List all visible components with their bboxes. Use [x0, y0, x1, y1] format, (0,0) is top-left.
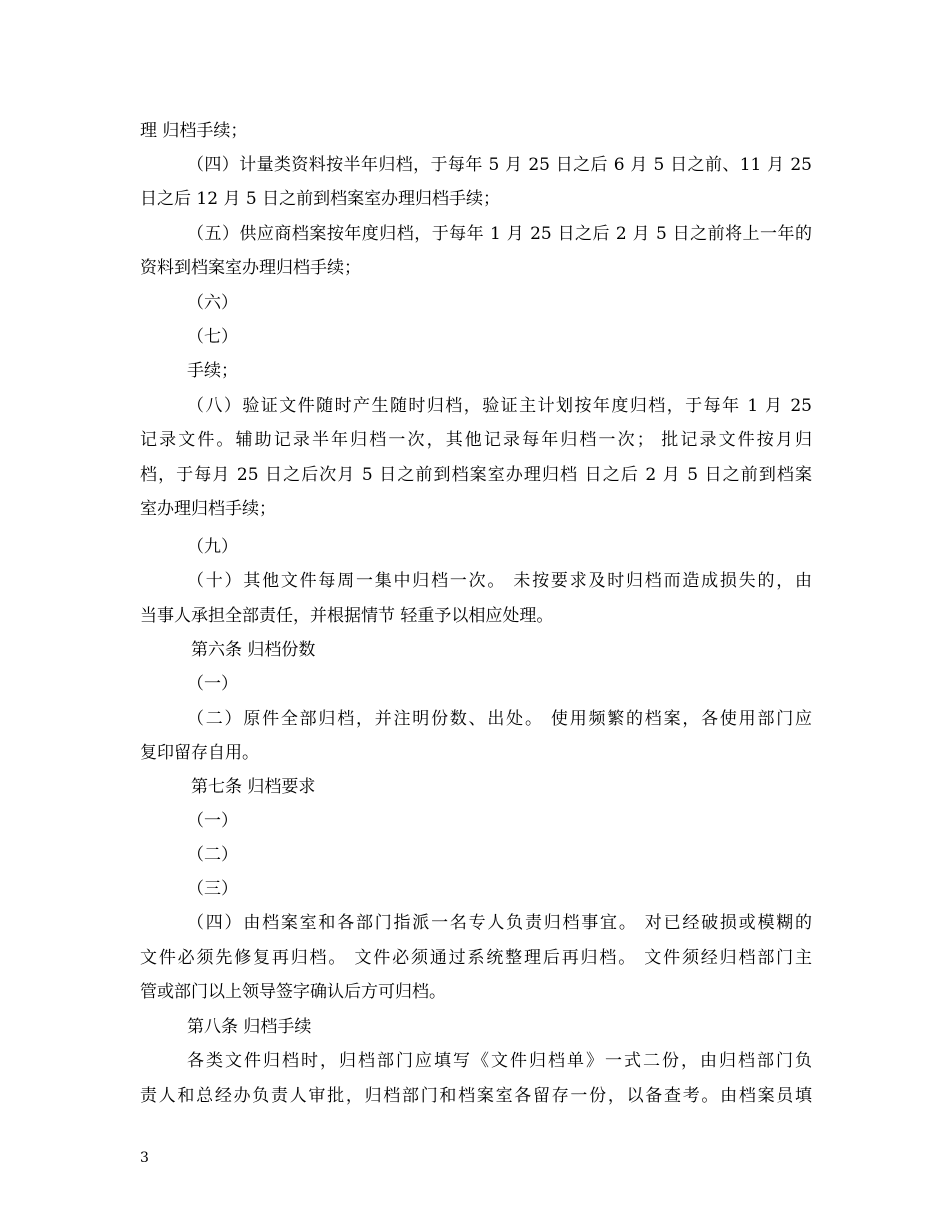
text-line: （三）	[187, 879, 238, 899]
text-line: （一）	[187, 674, 238, 694]
section-heading: 第八条 归档手续	[187, 1017, 312, 1037]
text-line: （九）	[187, 537, 238, 557]
text-line: 各类文件归档时，归档部门应填写《文件归档单》一式二份，由归档部门负	[187, 1051, 812, 1071]
section-heading: 第六条 归档份数	[191, 640, 316, 660]
text-line: 资料到档案室办理归档手续；	[140, 258, 361, 278]
text-line: 管或部门以上领导签字确认后方可归档。	[140, 982, 446, 1002]
text-line: （五）供应商档案按年度归档，于每年 1 月 25 日之后 2 月 5 日之前将上一年的	[187, 224, 812, 244]
text-line: （十）其他文件每周一集中归档一次。 未按要求及时归档而造成损失的，由	[187, 571, 812, 591]
page-number: 3	[140, 1150, 149, 1166]
text-line: （四）计量类资料按半年归档，于每年 5 月 25 日之后 6 月 5 日之前、11 月 25	[187, 155, 812, 175]
text-line: 复印留存自用。	[140, 743, 259, 763]
text-line: （七）	[187, 327, 238, 347]
text-line: （一）	[187, 811, 238, 831]
text-line: （二）原件全部归档，并注明份数、出处。 使用频繁的档案，各使用部门应	[187, 709, 812, 729]
text-line: 记录文件。辅助记录半年归档一次，其他记录每年归档一次； 批记录文件按月归	[140, 430, 812, 450]
text-line: （四）由档案室和各部门指派一名专人负责归档事宜。 对已经破损或模糊的	[187, 913, 812, 933]
text-line: （二）	[187, 845, 238, 865]
text-line: 当事人承担全部责任，并根据情节 轻重予以相应处理。	[140, 606, 554, 626]
text-line: 责人和总经办负责人审批，归档部门和档案室各留存一份，以备查考。由档案员填	[140, 1086, 812, 1106]
section-heading: 第七条 归档要求	[191, 777, 316, 797]
text-line: 手续；	[187, 361, 238, 381]
text-line: 理 归档手续；	[140, 121, 248, 141]
text-line: （六）	[187, 293, 238, 313]
text-line: 文件必须先修复再归档。 文件必须通过系统整理后再归档。 文件须经归档部门主	[140, 948, 812, 968]
text-line: 室办理归档手续；	[140, 499, 276, 519]
text-line: 档，于每月 25 日之后次月 5 日之前到档案室办理归档 日之后 2 月 5 日之前到档案	[140, 465, 812, 485]
text-line: 日之后 12 月 5 日之前到档案室办理归档手续；	[140, 189, 501, 209]
text-line: （八）验证文件随时产生随时归档，验证主计划按年度归档，于每年 1 月 25	[187, 396, 812, 416]
